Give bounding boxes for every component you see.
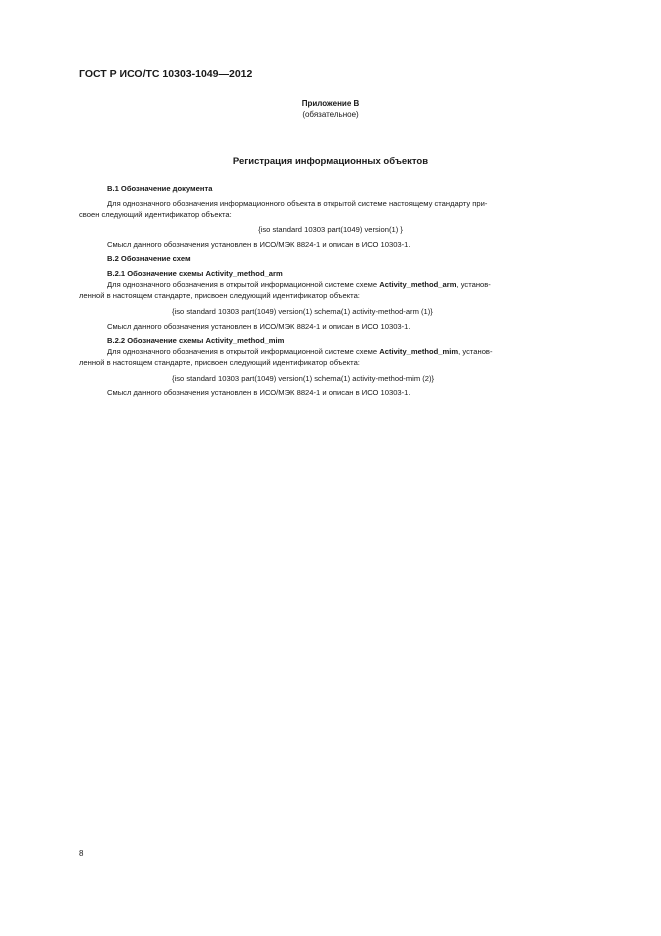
b22-schema-name: Activity_method_mim	[379, 347, 459, 356]
b2-heading: В.2 Обозначение схем	[107, 254, 191, 263]
b22-para-start: Для однозначного обозначения в открытой информационной системе схеме	[107, 347, 380, 356]
b22-paragraph-line1	[107, 346, 492, 357]
b21-para-end: , установ-	[456, 280, 491, 289]
b21-paragraph-line2: ленной в настоящем стандарте, присвоен следующий идентификатор объекта:	[79, 291, 360, 300]
b22-para-end: , установ-	[458, 347, 493, 356]
b22-meaning: Смысл данного обозначения установлен в ИСО/МЭК 8824-1 и описан в ИСО 10303-1.	[107, 388, 411, 397]
section-title: Регистрация информационных объектов	[232, 156, 429, 167]
b21-identifier: {iso standard 10303 part(1049) version(1) schema(1) activity-method-arm (1)}	[172, 307, 433, 316]
b22-identifier: {iso standard 10303 part(1049) version(1) schema(1) activity-method-mim (2)}	[172, 374, 435, 383]
b1-heading: В.1 Обозначение документа	[107, 184, 213, 193]
b22-heading: В.2.2 Обозначение схемы Activity_method_mim	[107, 336, 285, 345]
b21-para-start: Для однозначного обозначения в открытой информационной системе схеме	[107, 280, 380, 289]
page-number: 8	[79, 849, 84, 858]
b1-paragraph-line2: своен следующий идентификатор объекта:	[79, 210, 232, 219]
annex-heading	[0, 98, 661, 120]
annex-subtitle: (обязательное)	[302, 110, 359, 119]
annex-title: Приложение В	[301, 99, 360, 108]
document-header: ГОСТ Р ИСО/ТС 10303-1049—2012	[79, 68, 253, 80]
b1-meaning: Смысл данного обозначения установлен в ИСО/МЭК 8824-1 и описан в ИСО 10303-1.	[107, 240, 411, 249]
b21-meaning: Смысл данного обозначения установлен в ИСО/МЭК 8824-1 и описан в ИСО 10303-1.	[107, 322, 411, 331]
b21-schema-name: Activity_method_arm	[379, 280, 457, 289]
b1-identifier: {iso standard 10303 part(1049) version(1) }	[258, 225, 403, 234]
b22-paragraph-line2: ленной в настоящем стандарте, присвоен следующий идентификатор объекта:	[79, 358, 360, 367]
b21-heading: В.2.1 Обозначение схемы Activity_method_arm	[107, 269, 283, 278]
b1-paragraph-line1: Для однозначного обозначения информационного объекта в открытой системе настоящему стандарту при-	[107, 199, 488, 208]
b21-paragraph-line1	[107, 279, 491, 290]
